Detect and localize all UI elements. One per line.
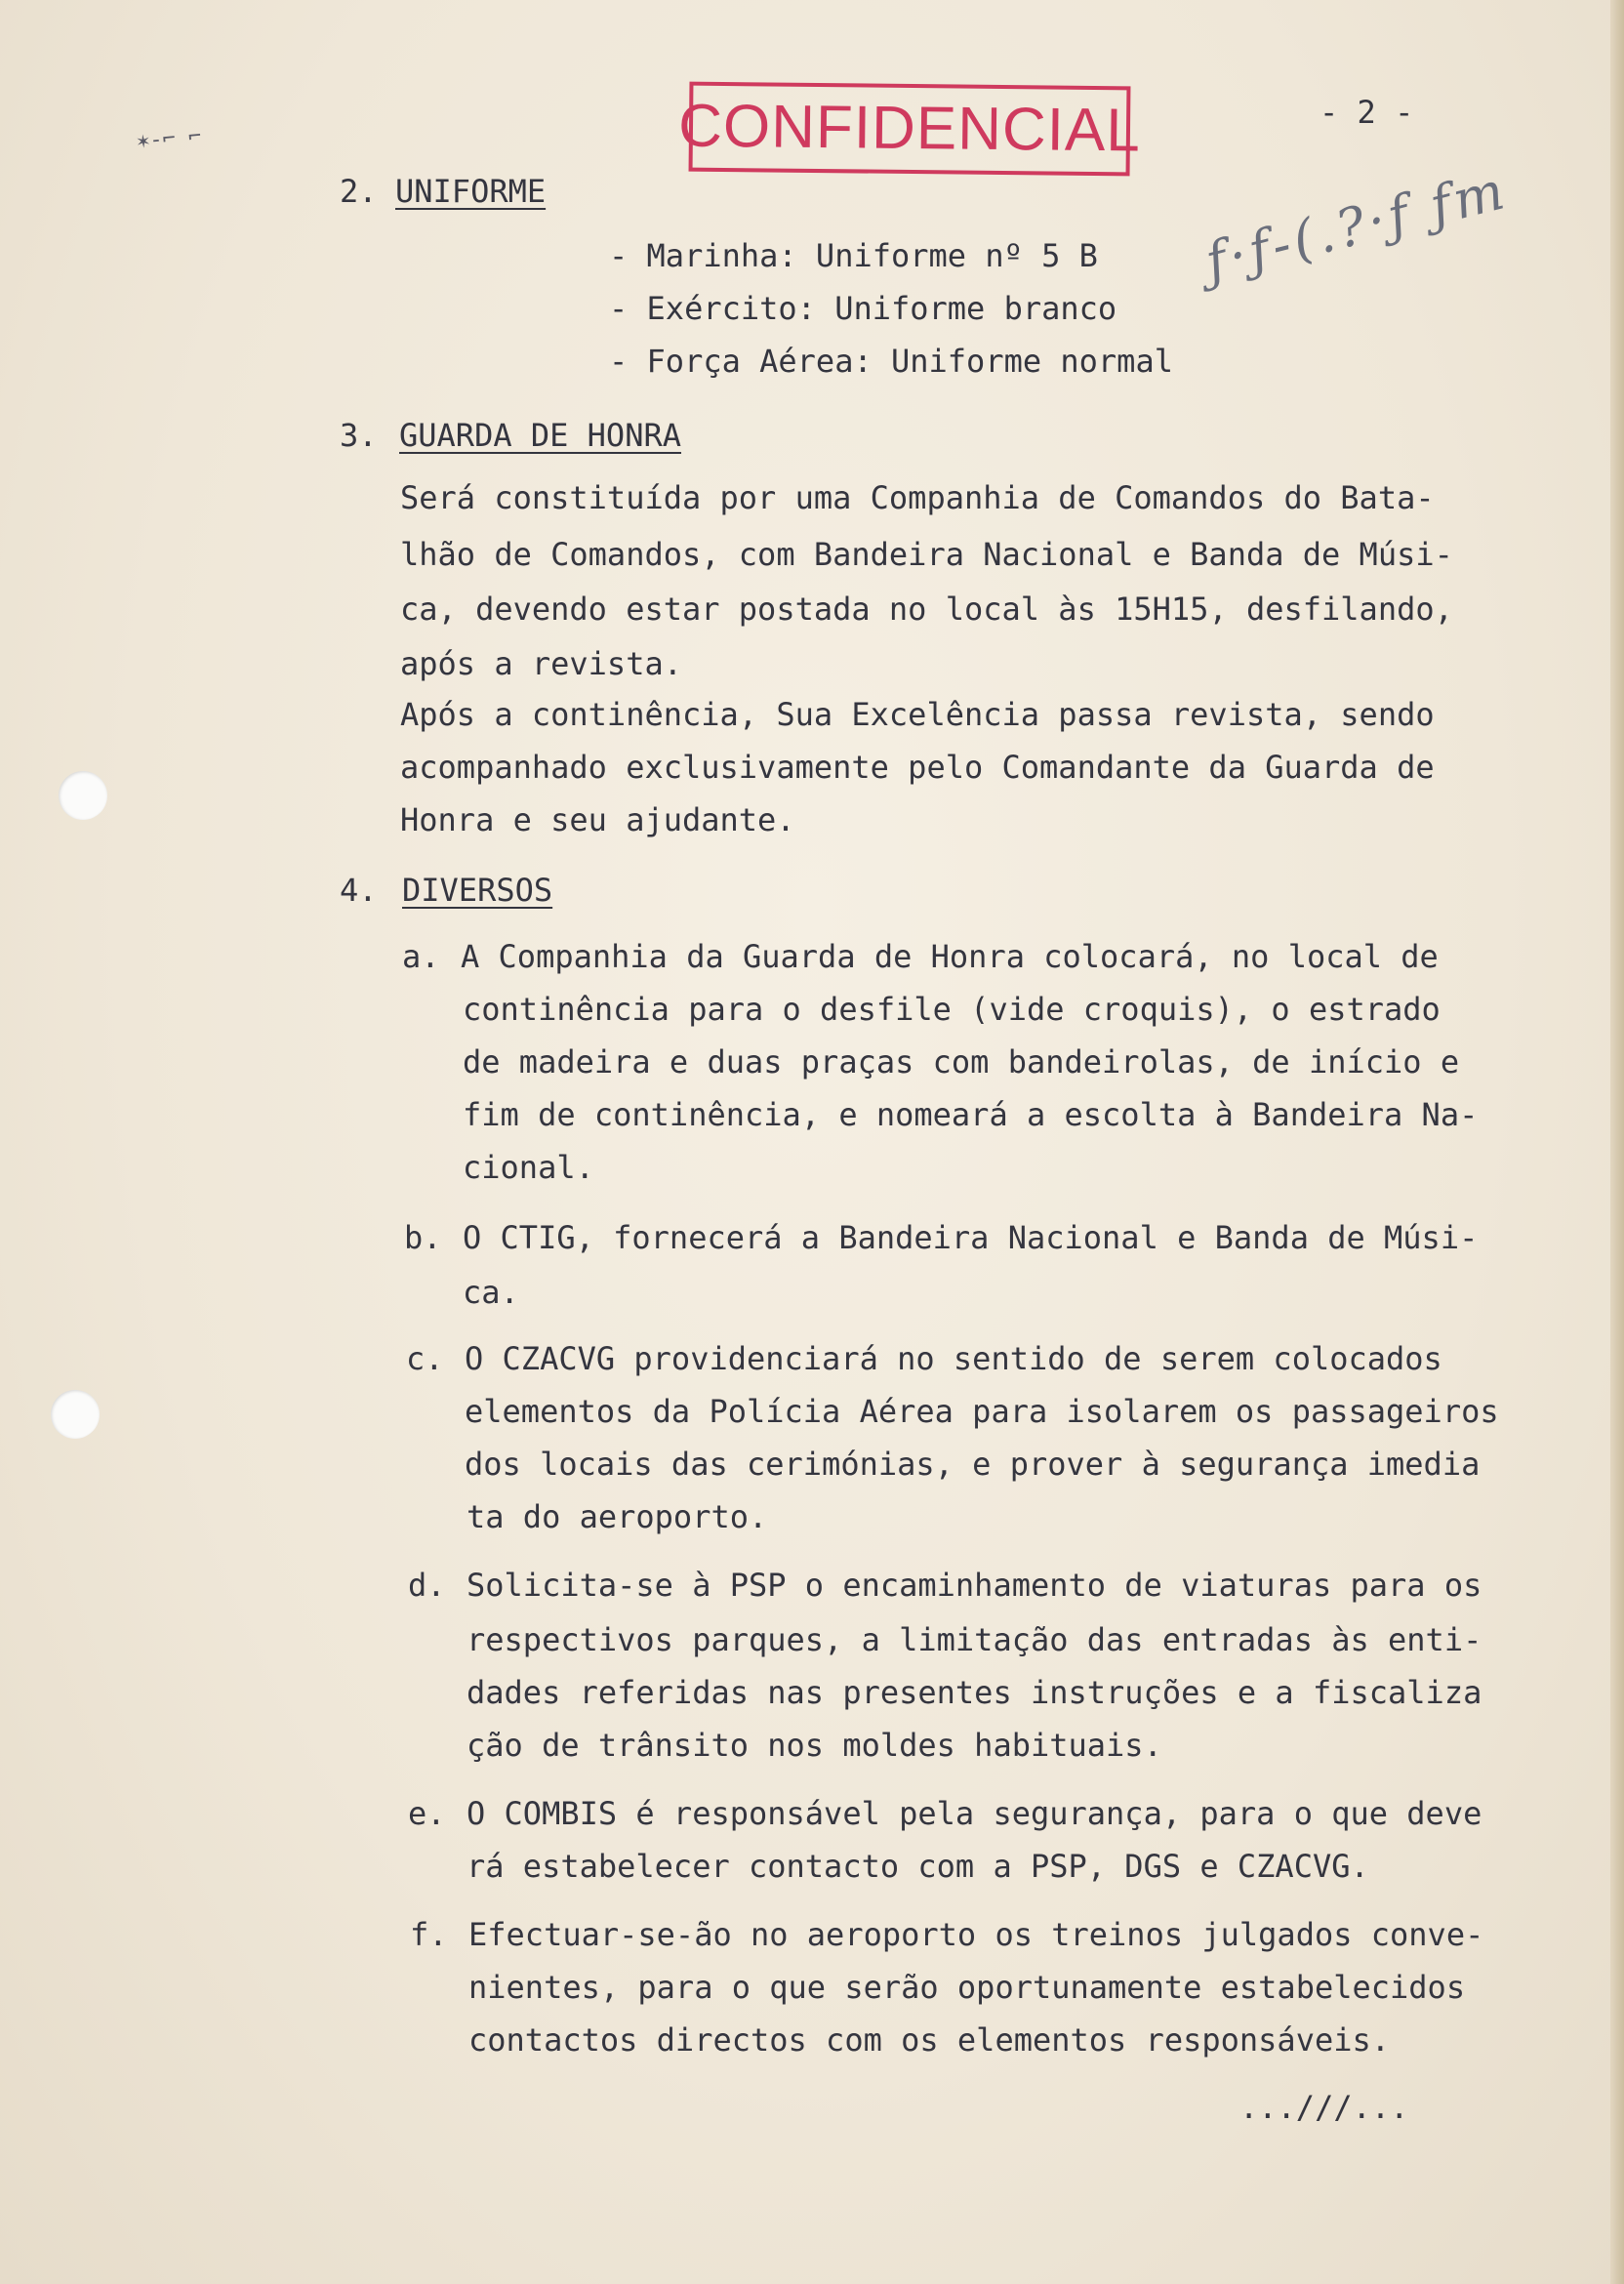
body-line: O CZACVG providenciará no sentido de serem colocados (465, 1340, 1442, 1377)
section-number: 3. (340, 417, 378, 454)
body-line: O CTIG, fornecerá a Bandeira Nacional e Banda de Músi- (463, 1219, 1479, 1256)
body-line: nientes, para o que serão oportunamente estabelecidos (468, 1969, 1466, 2006)
body-line: ta do aeroporto. (467, 1498, 768, 1535)
continuation-mark: ...///... (1239, 2089, 1409, 2126)
body-line: dos locais das cerimónias, e prover à segurança imedia (465, 1446, 1481, 1483)
margin-mark: ✶-⌐ ⌐ (136, 124, 203, 154)
section-number: 4. (340, 872, 378, 909)
confidential-stamp (677, 82, 1142, 177)
body-line: ca, devendo estar postada no local às 15H15, desfilando, (400, 591, 1453, 628)
body-line: de madeira e duas praças com bandeirolas, de início e (463, 1043, 1460, 1081)
body-line: respectivos parques, a limitação das entradas às enti- (467, 1621, 1482, 1658)
section-heading: UNIFORME (395, 173, 547, 210)
subitem-letter: b. (404, 1219, 442, 1256)
subitem-letter: e. (408, 1795, 446, 1832)
punch-hole-icon (51, 1390, 100, 1439)
section-heading: GUARDA DE HONRA (399, 417, 681, 454)
body-line: fim de continência, e nomeará a escolta à Bandeira Na- (463, 1096, 1479, 1133)
body-line: lhão de Comandos, com Bandeira Nacional e Banda de Músi- (400, 536, 1453, 573)
body-line: ção de trânsito nos moldes habituais. (467, 1727, 1162, 1764)
subitem-letter: a. (402, 938, 440, 975)
body-line: Após a continência, Sua Excelência passa revista, sendo (400, 696, 1435, 733)
body-line: cional. (463, 1149, 594, 1186)
subitem-letter: d. (408, 1567, 446, 1604)
uniform-item: - Força Aérea: Uniforme normal (609, 343, 1173, 380)
body-line: Efectuar-se-ão no aeroporto os treinos julgados conve- (468, 1916, 1484, 1953)
body-line: Honra e seu ajudante. (400, 801, 795, 838)
section-number: 2. (340, 173, 378, 210)
body-line: continência para o desfile (vide croquis), o estrado (463, 991, 1441, 1028)
body-line: após a revista. (400, 645, 682, 682)
subitem-letter: f. (410, 1916, 448, 1953)
body-line: dades referidas nas presentes instruções e a fiscaliza (467, 1674, 1482, 1711)
body-line: rá estabelecer contacto com a PSP, DGS e CZACVG. (467, 1848, 1369, 1885)
uniform-item: - Exército: Uniforme branco (609, 290, 1117, 327)
page-number: - 2 - (1320, 94, 1414, 131)
body-line: acompanhado exclusivamente pelo Comandante da Guarda de (400, 749, 1435, 786)
section-heading: DIVERSOS (402, 872, 553, 909)
body-line: contactos directos com os elementos responsáveis. (468, 2021, 1391, 2059)
body-line: O COMBIS é responsável pela segurança, para o que deve (467, 1795, 1482, 1832)
punch-hole-icon (59, 771, 107, 820)
page-edge-shadow (1610, 0, 1624, 2284)
body-line: Será constituída por uma Companhia de Comandos do Bata- (400, 479, 1435, 516)
body-line: ca. (463, 1274, 519, 1311)
body-line: elementos da Polícia Aérea para isolarem os passageiros (465, 1393, 1499, 1430)
handwritten-note: ƒ·ƒ-(.?·ƒ ƒm (1199, 158, 1515, 294)
body-line: Solicita-se à PSP o encaminhamento de viaturas para os (467, 1567, 1482, 1604)
uniform-item: - Marinha: Uniforme nº 5 B (609, 237, 1098, 274)
stamp-text: CONFIDENCIAL (677, 92, 1142, 165)
subitem-letter: c. (406, 1340, 444, 1377)
body-line: A Companhia da Guarda de Honra colocará, no local de (461, 938, 1439, 975)
